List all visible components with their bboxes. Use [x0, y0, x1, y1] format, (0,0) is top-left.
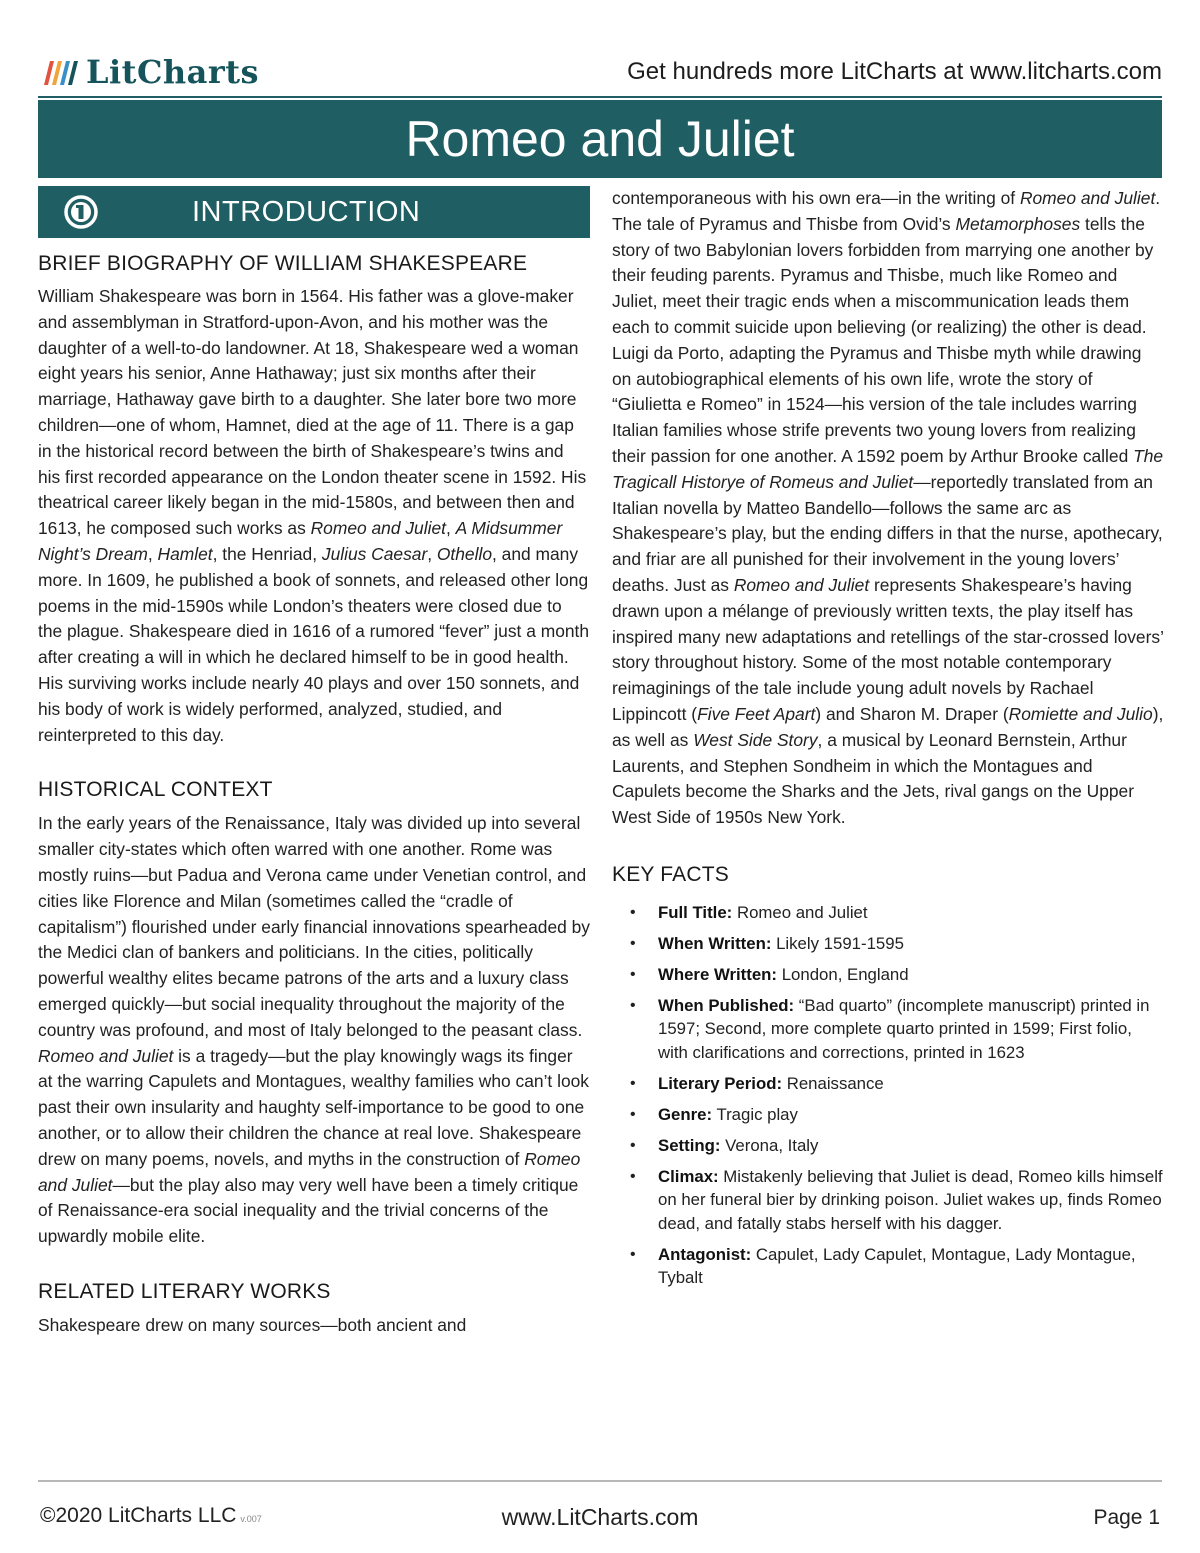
- fact-value: Renaissance: [782, 1073, 884, 1093]
- fact-value: London, England: [777, 964, 909, 984]
- related-text: ) and Sharon M. Draper (: [815, 703, 1009, 724]
- copyright-text: ©2020 LitCharts LLC: [40, 1504, 237, 1527]
- work-title: Julius Caesar: [321, 543, 428, 564]
- related-works-paragraph-start: Shakespeare drew on many sources—both ancient and: [38, 1314, 467, 1335]
- work-title: The Tragicall Historye of Romeus and Juliet: [612, 445, 1164, 492]
- related-text: represents Shakespeare’s having drawn upon a mélange of previously written texts, the play itself has inspired many new adaptations and retellings of the star-crossed lovers’ story throughout history. Some of the most notable contemporary reimaginings of the tale include young adult novels by Rachael Lippincott (: [612, 574, 1164, 724]
- page-header: [38, 52, 1162, 96]
- work-title: Romeo and Juliet: [310, 518, 446, 539]
- related-text: —reportedly translated from an Italian novella by Matteo Bandello—follows the same arc as Shakespeare’s play, but the ending differs in that the nurse, apothecary, and friar are all punished for their involvement in the young lovers’ deaths. Just as: [612, 471, 1163, 595]
- fact-label: Antagonist:: [658, 1244, 752, 1264]
- litcharts-logo[interactable]: [42, 54, 259, 90]
- related-works-heading: RELATED LITERARY WORKS: [38, 1279, 331, 1303]
- biography-text: ,: [147, 543, 158, 564]
- fact-value: Verona, Italy: [720, 1135, 819, 1155]
- fact-value: Mistakenly believing that Juliet is dead, Romeo kills himself on her funeral bier by drinking poison. Juliet wakes up, finds Romeo dead, and fatally stabs herself with his dagger.: [658, 1166, 1163, 1233]
- fact-value: “Bad quarto” (incomplete manuscript) printed in 1597; Second, more complete quarto printed in 1599; First folio, with clarifications and corrections, printed in 1623: [658, 995, 1150, 1062]
- biography-text: , the Henriad,: [212, 543, 322, 564]
- related-text: contemporaneous with his own era—in the writing of: [612, 188, 1020, 208]
- fact-label: When Published:: [658, 995, 795, 1015]
- list-item: [612, 963, 1164, 987]
- work-title: Romeo and Juliet: [733, 574, 870, 595]
- page-number: Page 1: [1093, 1506, 1160, 1529]
- list-item: [612, 1072, 1164, 1096]
- biography-heading: BRIEF BIOGRAPHY OF WILLIAM SHAKESPEARE: [38, 252, 528, 275]
- related-text: , a musical by Leonard Bernstein, Arthur Laurents, and Stephen Sondheim in which the Montagues and Capulets become the Sharks and the Jets, rival gangs on the Upper West Side of 1950s New York.: [612, 729, 1135, 828]
- version-label: v.007: [240, 1514, 262, 1524]
- historical-text: is a tragedy—but the play knowingly wags its finger at the warring Capulets and Montagues, wealthy families who can’t look past their own insularity and haughty self-importance to be good to one another, or to allow their children the chance at real love. Shakespeare drew on many poems, novels, and myths in the construction of: [38, 1045, 589, 1169]
- list-item: [612, 932, 1164, 956]
- header-tagline-link[interactable]: Get hundreds more LitCharts at www.litcharts.com: [627, 58, 1162, 85]
- biography-text: ,: [427, 543, 437, 564]
- work-title: Hamlet: [157, 543, 213, 564]
- fact-label: Climax:: [658, 1166, 719, 1186]
- work-title: Romeo and Juliet: [1019, 188, 1156, 208]
- page-title: Romeo and Juliet: [405, 111, 795, 167]
- footer-site-link[interactable]: www.LitCharts.com: [501, 1504, 699, 1530]
- related-works-paragraph-continued: [612, 186, 1164, 831]
- work-title: Othello: [436, 543, 493, 564]
- list-item: [612, 994, 1164, 1065]
- footer-divider: [38, 1480, 1162, 1482]
- logo-bars-icon: [42, 59, 78, 85]
- related-text: ), as well as: [612, 703, 1164, 750]
- fact-value: Likely 1591-1595: [771, 933, 904, 953]
- list-item: [612, 1165, 1164, 1236]
- key-facts-list: [612, 901, 1164, 1290]
- biography-text: , and many more. In 1609, he published a book of sonnets, and released other long poems in the mid-1590s while London’s theaters were closed due to the plague. Shakespeare died in 1616 of a rumored “fever” just a month after creating a will in which he declared himself to be in good health. His surviving works include nearly 40 plays and over 150 sonnets, and his body of work is widely performed, analyzed, studied, and reinterpreted to this day.: [38, 543, 590, 745]
- fact-label: Genre:: [658, 1104, 713, 1124]
- work-title: Romiette and Julio: [1008, 703, 1153, 724]
- work-title: Romeo and Juliet: [38, 1045, 174, 1066]
- work-title: West Side Story: [693, 729, 818, 750]
- fact-label: Full Title:: [658, 902, 733, 922]
- left-column: [38, 186, 590, 1339]
- work-title: Five Feet Apart: [697, 703, 816, 724]
- title-band: [38, 100, 1162, 178]
- fact-label: Setting:: [658, 1135, 721, 1155]
- list-item: [612, 1103, 1164, 1127]
- right-column: [612, 186, 1164, 1297]
- related-text: . The tale of Pyramus and Thisbe from Ovid’s: [612, 188, 1161, 234]
- historical-context-paragraph: [38, 811, 590, 1250]
- biography-paragraph: [38, 284, 590, 748]
- section-label: INTRODUCTION: [192, 195, 421, 228]
- section-header-introduction: [38, 186, 590, 238]
- historical-text: In the early years of the Renaissance, Italy was divided up into several smaller city-states which often warred with one another. Rome was mostly ruins—but Padua and Verona came under Venetian control, and cities like Florence and Milan (sometimes called the “cradle of capitalism”) flourished under early financial innovations spearheaded by the Medici clan of bankers and politicians. In the cities, politically powerful wealthy elites became patrons of the arts and a luxury class emerged quickly—but social inequality throughout the majority of the country was profound, and most of Italy belonged to the peasant class.: [38, 813, 590, 1040]
- key-facts-heading: KEY FACTS: [612, 862, 729, 886]
- fact-value: Romeo and Juliet: [732, 902, 868, 922]
- list-item: [612, 1134, 1164, 1158]
- fact-label: Where Written:: [658, 964, 778, 984]
- logo-text: LitCharts: [86, 53, 260, 91]
- fact-label: When Written:: [658, 933, 772, 953]
- work-title: Romeo and Juliet: [38, 1148, 581, 1195]
- related-text: tells the story of two Babylonian lovers forbidden from marrying one another by their feuding parents. Pyramus and Thisbe, much like Romeo and Juliet, meet their tragic ends when a miscommunication leads them each to commit suicide upon believing (or realizing) the other is dead. Luigi da Porto, adapting the Pyramus and Thisbe myth while drawing on autobiographical elements of his own life, wrote the story of “Giulietta e Romeo” in 1524—his version of the tale includes warring Italian families whose strife prevents two young lovers from realizing their passion for one another. A 1592 poem by Arthur Brooke called: [612, 213, 1154, 466]
- biography-text: ,: [445, 518, 456, 539]
- list-item: [612, 901, 1164, 925]
- list-item: [612, 1243, 1164, 1290]
- fact-label: Literary Period:: [658, 1073, 783, 1093]
- historical-text: —but the play also may very well have been a timely critique of Renaissance-era social inequality and the trivial concerns of the upwardly mobile elite.: [38, 1174, 579, 1247]
- info-icon: [64, 195, 98, 229]
- historical-context-heading: HISTORICAL CONTEXT: [38, 778, 273, 802]
- fact-value: Capulet, Lady Capulet, Montague, Lady Montague, Tybalt: [658, 1244, 1136, 1288]
- work-title: Metamorphoses: [955, 213, 1081, 234]
- biography-text: William Shakespeare was born in 1564. His father was a glove-maker and assemblyman in Stratford-upon-Avon, and his mother was the daughter of a well-to-do landowner. At 18, Shakespeare wed a woman eight years his senior, Anne Hathaway; just six months after their marriage, Hathaway gave birth to a daughter. She later bore two more children—one of whom, Hamnet, died at the age of 11. There is a gap in the historical record between the birth of Shakespeare’s twins and his first recorded appearance on the London theater scene in 1592. His theatrical career likely began in the mid-1580s, and between then and 1613, he composed such works as: [38, 286, 587, 539]
- fact-value: Tragic play: [712, 1104, 798, 1124]
- work-title: A Midsummer Night’s Dream: [38, 518, 563, 564]
- header-divider: [38, 96, 1162, 98]
